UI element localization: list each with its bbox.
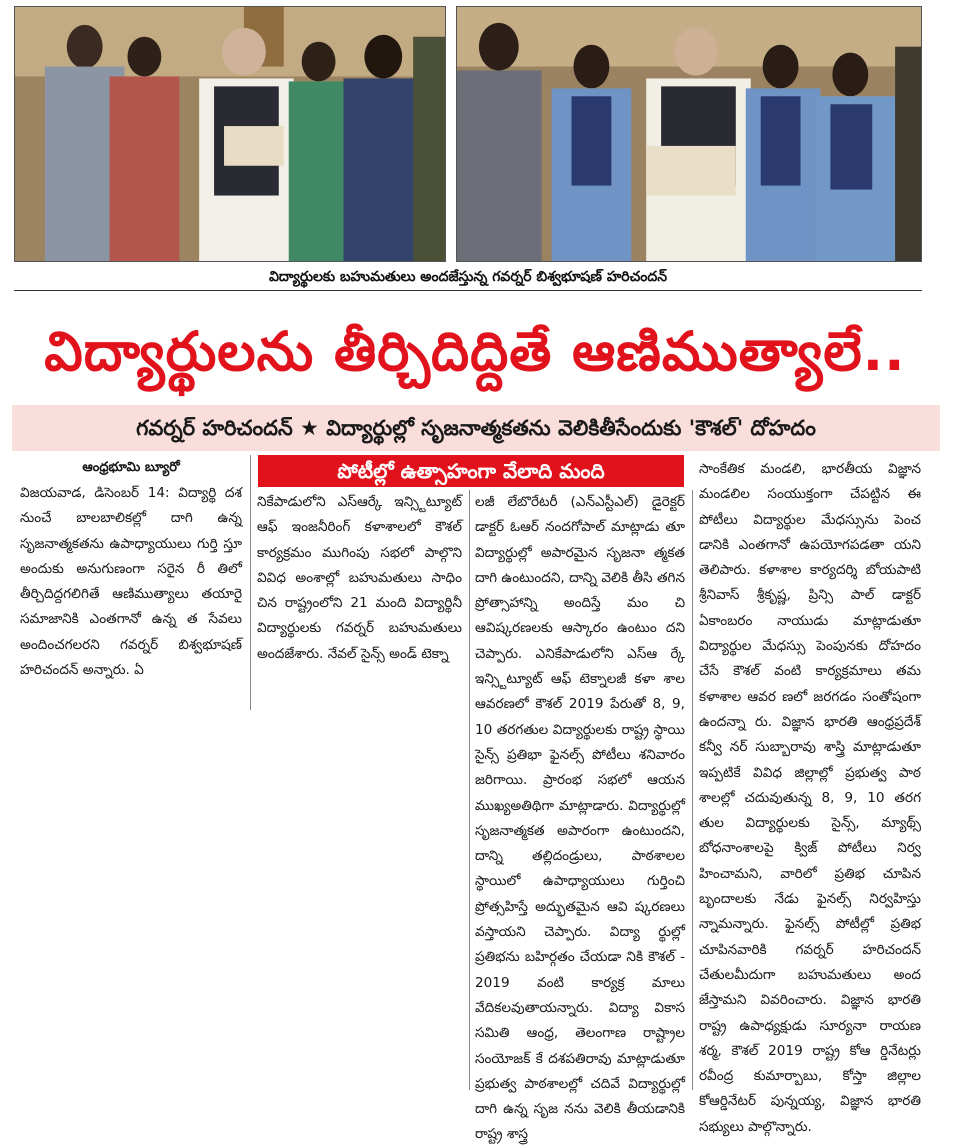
photo-icon: [457, 7, 921, 261]
section-highlight-heading: పోటీల్లో ఉత్సాహంగా వేలాది మంది: [258, 455, 684, 487]
news-photo-left: [14, 6, 446, 262]
article-column-4: [699, 457, 921, 1140]
headline: విద్యార్థులను తీర్చిదిద్దితే ఆణిముత్యాలే..: [44, 320, 906, 383]
byline: ఆంధ్రభూమి బ్యూరో: [82, 460, 180, 475]
article-text: విజయవాడ, డిసెంబర్ 14: విద్యార్థి దశ నుంచే బాలబాలికల్లో దాగి ఉన్న సృజనాత్మకతను ఉపాధ్యాయులు గుర్తి స్తూ అందుకు అనుగుణంగా సరైన రీ తిలో తీర్చిదిద్దగలిగితే ఆణిముత్యాలు తయారై సమాజానికి ఎంతగానో ఉన్న త సేవలు అందించగలరని గవర్నర్ బిశ్వభూషణ్ హరిచందన్ అన్నారు. ఏ: [20, 485, 242, 679]
subheadline: గవర్నర్ హరిచందన్ ★ విద్యార్థుల్లో సృజనాత్మకతను వెలికితీసేందుకు 'కౌశల్' దోహదం: [12, 405, 940, 451]
article-column-1: [20, 457, 242, 683]
article-column-3: [475, 490, 685, 1148]
photo-icon: [15, 7, 445, 261]
article-text: నికేపాడులోని ఎస్ఆర్కే ఇన్స్టిట్యూట్ ఆఫ్ ఇంజనీరింగ్ కళాశాలలో కౌశల్ కార్యక్రమం ముగింపు సభలో పాల్గొని వివిధ అంశాల్లో బహుమతులు సాధిం చిన రాష్ట్రంలోని 21 మంది విద్యార్థినీ విద్యార్థులకు గవర్నర్ బహుమతులు అందజేశారు. నేవల్ సైన్స్ అండ్ టెక్నా: [257, 494, 462, 662]
article-text: సాంకేతిక మండలి, భారతీయ విజ్ఞాన మండలిల సంయుక్తంగా చేపట్టిన ఈ పోటీలు విద్యార్థుల మేధస్సును పెంచ డానికి ఎంతగానో ఉపయోగపడతా యని తెలిపారు. కళాశాల కార్యదర్శి బోయపాటి శ్రీనివాస్ శ్రీకృష్ణ, ప్రిన్సి పాల్ డాక్టర్ ఏకాంబరం నాయుడు మాట్లాడుతూ విద్యార్థుల మేధస్సు పెంపునకు దోహదం చేసే కౌశల్ వంటి కార్యక్రమాలు తమ కళాశాల ఆవర ణలో జరగడం సంతోషంగా ఉందన్నా రు. విజ్ఞాన భారతి ఆంధ్రప్రదేశ్ కన్వీ నర్ సుబ్బారావు శాస్త్రి మాట్లాడుతూ ఇప్పటికే వివిధ జిల్లాల్లో ప్రభుత్వ పాఠ శాలల్లో చదువుతున్న 8, 9, 10 తరగ తుల విద్యార్థులకు సైన్స్, మ్యాథ్స్ బోధనాంశాలపై క్విజ్ పోటీలు నిర్వ హించామని, వారిలో ప్రతిభ చూపిన బృందాలకు నేడు ఫైనల్స్ నిర్వహిస్తు న్నామన్నారు. ఫైనల్స్ పోటీల్లో ప్రతిభ చూపినవారికి గవర్నర్ హరిచందన్ చేతులమీదుగా బహుమతులు అంద జేస్తామని వివరించారు. విజ్ఞాన భారతి రాష్ట్ర ఉపాధ్యక్షుడు సూర్యనా రాయణ శర్మ, కౌశల్ 2019 రాష్ట్ర కోఆ ర్డినేటర్లు రవీంద్ర కుమార్బాబు, కోస్తా జిల్లాల కోఆర్డినేటర్ పున్నయ్య, విజ్ఞాన భారతి సభ్యులు పాల్గొన్నారు.: [699, 461, 921, 1135]
article-text: లజీ లేబొరేటరీ (ఎన్ఎస్టీఎల్) డైరెక్టర్ డాక్టర్ ఓఆర్ నందగోపాల్ మాట్లాడు తూ విద్యార్థుల్లో అపారమైన సృజనా త్మకత దాగి ఉంటుందని, దాన్ని వెలికి తీసి తగిన ప్రోత్సాహాన్ని అందిస్తే మం చి ఆవిష్కరణలకు ఆస్కారం ఉంటుం దని చెప్పారు. ఎనికేపాడులోని ఎస్ఆ ర్కే ఇన్స్టిట్యూట్ ఆఫ్ టెక్నాలజీ కళా శాల ఆవరణలో కౌశల్ 2019 పేరుతో 8, 9, 10 తరగతుల విద్యార్థులకు రాష్ట్ర స్థాయి సైన్స్ ప్రతిభా ఫైనల్స్ పోటీలు శనివారం జరిగాయి. ప్రారంభ సభలో ఆయన ముఖ్యఅతిథిగా మాట్లాడారు. విద్యార్థుల్లో సృజనాత్మకత అపారంగా ఉంటుందని, దాన్ని తల్లిదండ్రులు, పాఠశాలల స్థాయిలో ఉపాధ్యాయులు గుర్తించి ప్రోత్సహిస్తే అద్భుతమైన ఆవి ష్కరణలు వస్తాయని చెప్పారు. విద్యా ర్థుల్లో ప్రతిభను బహిర్గతం చేయడా నికి కౌశల్ - 2019 వంటి కార్యక్ర మాలు వేదికలవుతాయన్నారు. విద్యా వికాస సమితి ఆంధ్ర, తెలంగాణ రాష్ట్రాల సంయోజక్ కే దశపతిరావు మాట్లాడుతూ ప్రభుత్వ పాఠశాలల్లో చదివే విద్యార్థుల్లో దాగి ఉన్న సృజ నను వెలికి తీయడానికి రాష్ట్ర శాస్త్ర: [475, 494, 685, 1143]
news-photo-right: [456, 6, 922, 262]
column-divider: [469, 490, 470, 1090]
photo-caption: విద్యార్థులకు బహుమతులు అందజేస్తున్న గవర్నర్ బిశ్వభూషణ్ హరిచందన్: [14, 264, 922, 291]
column-divider: [250, 455, 251, 710]
article-column-2: [257, 490, 462, 667]
column-divider: [692, 490, 693, 1090]
